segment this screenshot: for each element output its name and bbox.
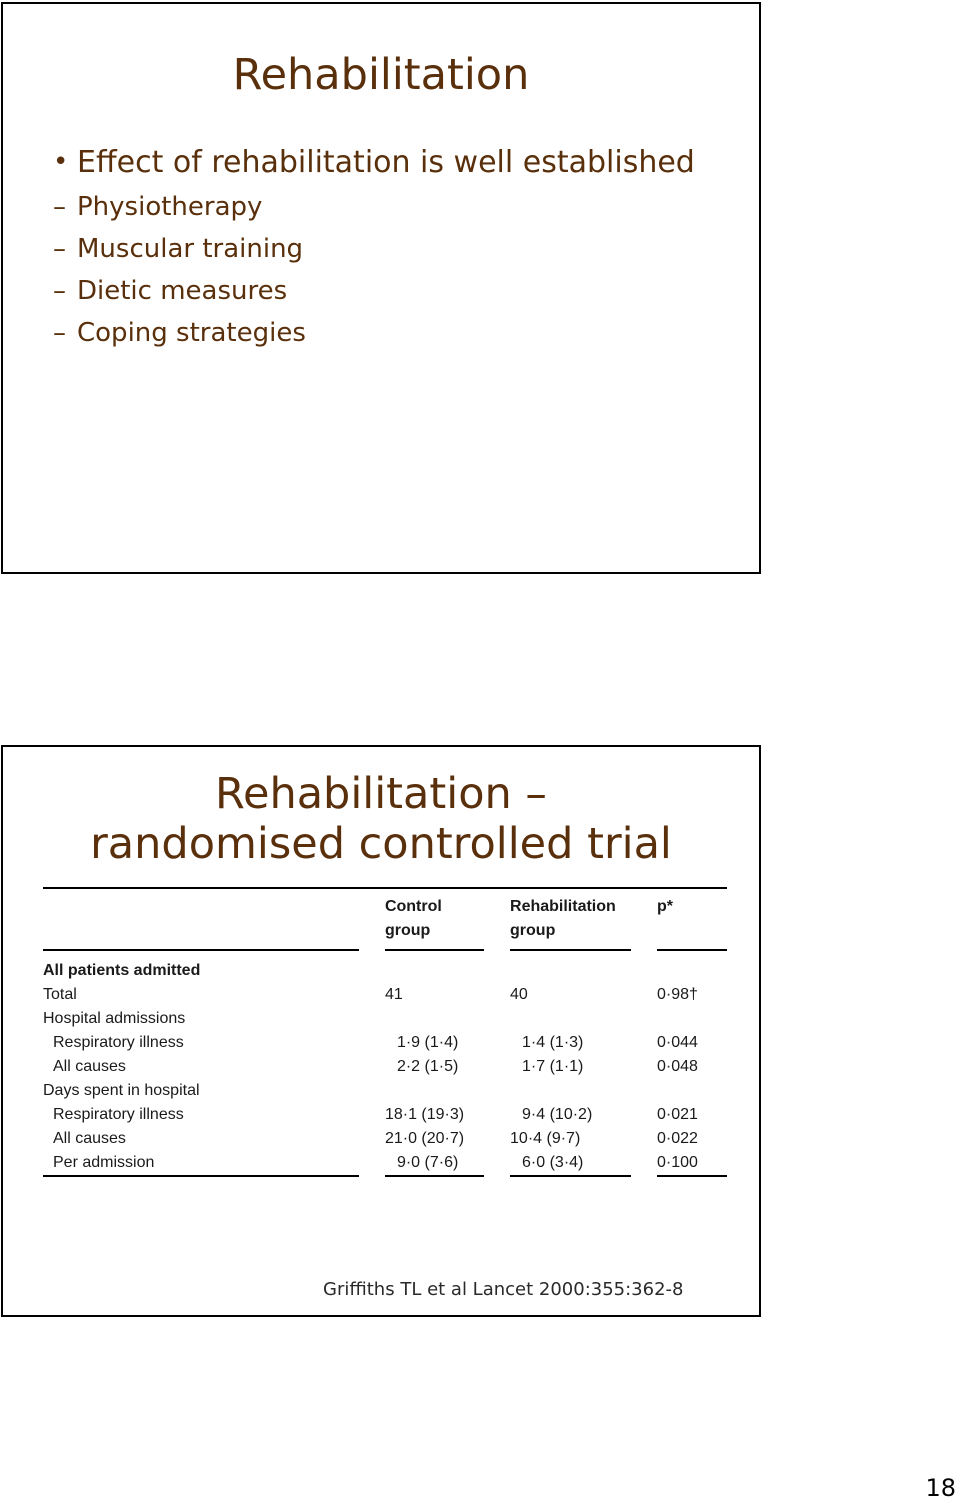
cell-rehab: 9·4 (10·2) [522, 1106, 593, 1123]
table-row [43, 1103, 727, 1127]
cell-p: 0·98† [657, 986, 698, 1003]
slide-rehabilitation [1, 2, 761, 574]
table-header-row [43, 888, 727, 950]
section-label: All patients admitted [43, 962, 201, 979]
sub-bullet-item [53, 270, 739, 312]
cell-rehab: 10·4 (9·7) [510, 1130, 581, 1147]
bullet-dot-icon: • [53, 147, 69, 177]
cell-control: 41 [384, 986, 403, 1003]
cell-rehab [510, 1079, 631, 1103]
slide-title: Rehabilitation [232, 50, 530, 100]
cell-p: 0·044 [657, 1034, 698, 1051]
cell-rehab [510, 1007, 631, 1031]
sub-bullet-text: Muscular training [77, 234, 304, 264]
row-label: All causes [53, 1058, 126, 1075]
page-number: 18 [925, 1474, 956, 1502]
cell-control [385, 1007, 484, 1031]
cell-rehab: 40 [510, 986, 528, 1003]
row-label: All causes [53, 1130, 126, 1147]
cell-p: 0·100 [657, 1151, 727, 1176]
cell-rehab: 1·4 (1·3) [522, 1034, 584, 1051]
dash-icon: – [53, 318, 66, 348]
header-rehab: Rehabilitation group [510, 888, 631, 950]
table-row [43, 1031, 727, 1055]
cell-control [385, 1079, 484, 1103]
header-control: Control group [385, 888, 484, 950]
cell-p [657, 1007, 727, 1031]
slide-rct [1, 745, 761, 1317]
table-row [43, 950, 727, 959]
cell-p [657, 1079, 727, 1103]
dash-icon: – [53, 276, 66, 306]
sub-bullet-item [53, 312, 739, 354]
sub-bullet-item [53, 186, 739, 228]
dash-icon: – [53, 192, 66, 222]
table-row [43, 1151, 727, 1176]
table-row [43, 983, 727, 1007]
sub-bullet-text: Coping strategies [77, 318, 306, 348]
dash-icon: – [53, 234, 66, 264]
cell-p: 0·022 [657, 1130, 698, 1147]
cell-control: 2·2 (1·5) [396, 1058, 459, 1075]
row-label: Respiratory illness [53, 1034, 184, 1051]
row-label: Total [43, 986, 77, 1003]
bullet-list [53, 142, 739, 354]
table-row [43, 1127, 727, 1151]
sub-bullet-text: Dietic measures [77, 276, 288, 306]
row-label: Respiratory illness [53, 1106, 184, 1123]
cell-control: 18·1 (19·3) [384, 1106, 465, 1123]
header-p: p* [657, 888, 727, 950]
row-label: Hospital admissions [43, 1010, 186, 1027]
cell-control: 21·0 (20·7) [384, 1130, 465, 1147]
table-header-label [43, 888, 359, 950]
title-line-1: Rehabilitation – [215, 769, 547, 819]
table-row [43, 1007, 727, 1031]
cell-control: 9·0 (7·6) [385, 1151, 484, 1176]
bullet-text: Effect of rehabilitation is well established [77, 145, 695, 180]
results-table [43, 887, 727, 1177]
title-line-2: randomised controlled trial [90, 819, 672, 869]
slide-title [3, 769, 759, 869]
table-row [43, 1055, 727, 1079]
cell-control: 1·9 (1·4) [396, 1034, 459, 1051]
citation: Griffiths TL et al Lancet 2000:355:362-8 [323, 1279, 684, 1300]
table-row [43, 959, 727, 983]
cell-rehab: 1·7 (1·1) [522, 1058, 584, 1075]
sub-bullet-item [53, 228, 739, 270]
cell-rehab: 6·0 (3·4) [510, 1151, 631, 1176]
cell-p: 0·048 [657, 1058, 698, 1075]
sub-bullet-list [53, 186, 739, 354]
sub-bullet-text: Physiotherapy [77, 192, 263, 222]
row-label: Days spent in hospital [43, 1082, 200, 1099]
row-label: Per admission [43, 1151, 359, 1176]
table-row [43, 1079, 727, 1103]
bullet-item [53, 142, 739, 183]
cell-p: 0·021 [657, 1106, 698, 1123]
